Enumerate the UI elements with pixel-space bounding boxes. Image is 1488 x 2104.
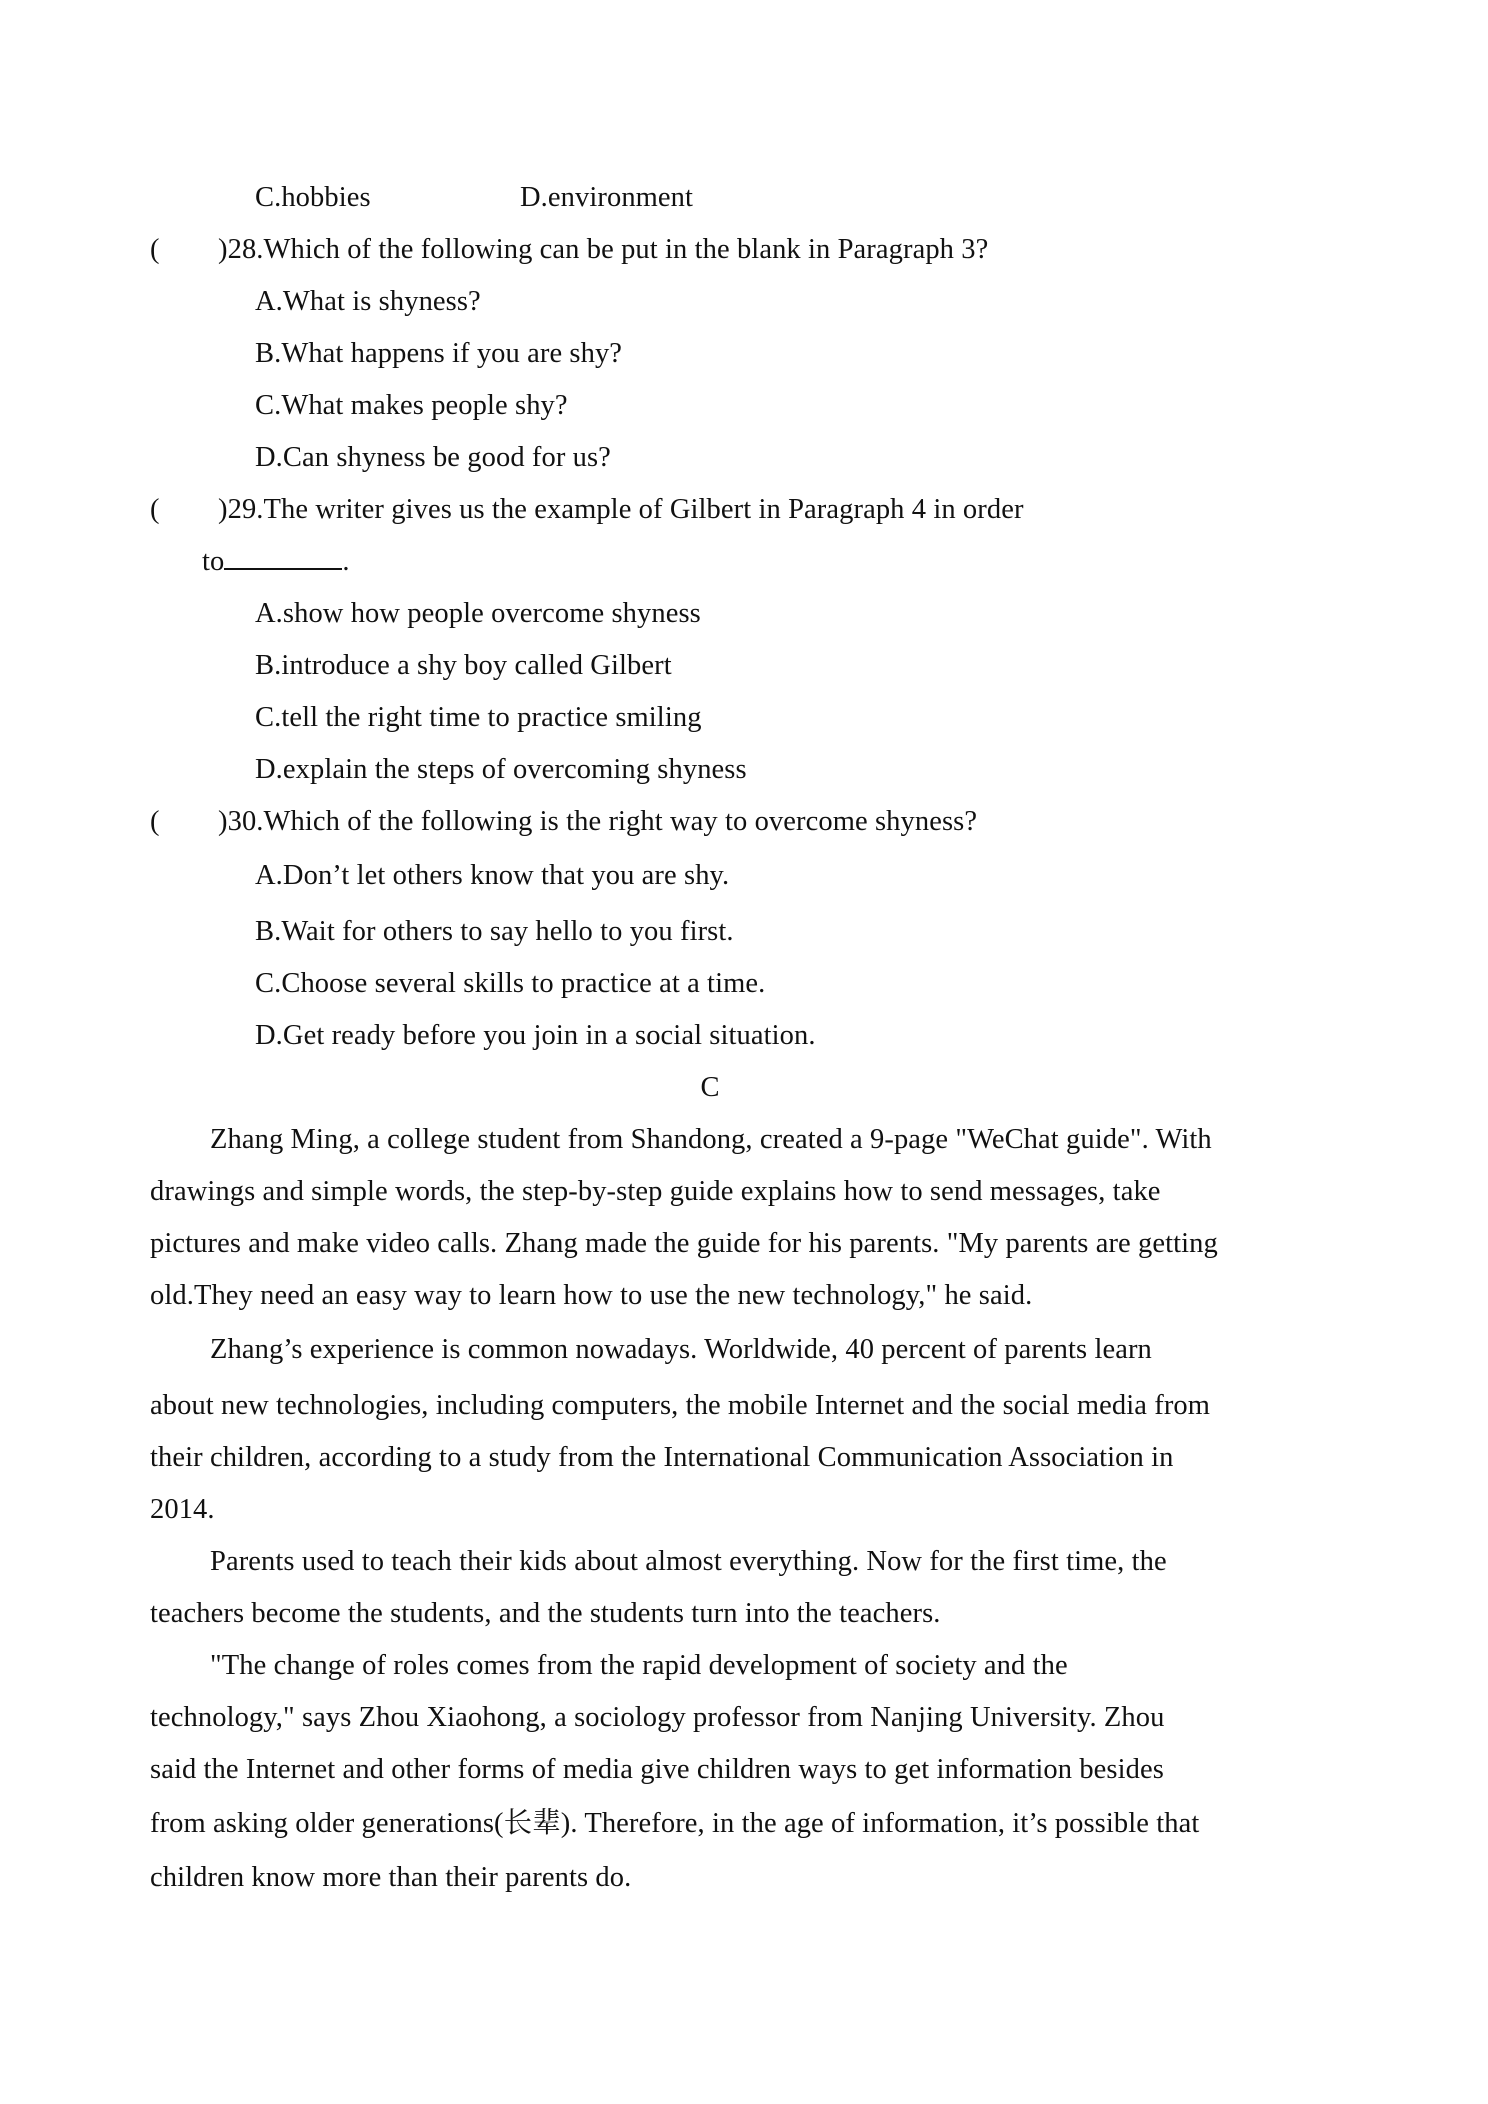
p3-line-2: teachers become the students, and the students turn into the teachers. [150, 1598, 941, 1629]
q29-answer-paren: ( [150, 494, 160, 525]
q30-option-b: B.Wait for others to say hello to you first. [255, 916, 734, 947]
q28-option-c: C.What makes people shy? [255, 390, 568, 421]
q29-stem-to: to [202, 546, 225, 577]
p2-line-2: about new technologies, including computers, the mobile Internet and the social media from [150, 1390, 1211, 1421]
p1-line-2: drawings and simple words, the step-by-step guide explains how to send messages, take [150, 1176, 1161, 1207]
q30-option-c: C.Choose several skills to practice at a time. [255, 968, 766, 999]
q30-option-a: A.Don’t let others know that you are shy. [255, 860, 730, 891]
p1-line-4: old.They need an easy way to learn how to use the new technology," he said. [150, 1280, 1033, 1311]
q30-option-d: D.Get ready before you join in a social situation. [255, 1020, 816, 1051]
q29-option-a: A.show how people overcome shyness [255, 598, 701, 629]
p4-line-5: children know more than their parents do. [150, 1862, 632, 1893]
p4-line-4: from asking older generations(长辈). Therefore, in the age of information, it’s possible that [150, 1808, 1200, 1839]
p4-line-1: "The change of roles comes from the rapid development of society and the [210, 1650, 1068, 1681]
q29-option-b: B.introduce a shy boy called Gilbert [255, 650, 672, 681]
p2-line-1: Zhang’s experience is common nowadays. Worldwide, 40 percent of parents learn [210, 1334, 1152, 1365]
p4-line-3: said the Internet and other forms of media give children ways to get information besides [150, 1754, 1164, 1785]
p3-line-1: Parents used to teach their kids about almost everything. Now for the first time, the [210, 1546, 1167, 1577]
p2-line-3: their children, according to a study from the International Communication Association in [150, 1442, 1174, 1473]
p4-line-2: technology," says Zhou Xiaohong, a sociology professor from Nanjing University. Zhou [150, 1702, 1165, 1733]
q28-stem: )28.Which of the following can be put in the blank in Paragraph 3? [218, 234, 989, 265]
q29-stem-period: . [342, 546, 350, 577]
q28-option-b: B.What happens if you are shy? [255, 338, 623, 369]
q28-option-a: A.What is shyness? [255, 286, 481, 317]
section-c-heading: C [700, 1072, 720, 1103]
p1-line-1: Zhang Ming, a college student from Shandong, created a 9-page "WeChat guide". With [210, 1124, 1212, 1155]
q27-option-d: D.environment [520, 182, 694, 213]
q27-option-c: C.hobbies [255, 182, 371, 213]
q28-option-d: D.Can shyness be good for us? [255, 442, 611, 473]
q29-stem-continuation [202, 545, 350, 579]
q30-answer-paren: ( [150, 806, 160, 837]
q30-stem: )30.Which of the following is the right way to overcome shyness? [218, 806, 978, 837]
p2-line-4: 2014. [150, 1494, 215, 1525]
q28-answer-paren: ( [150, 234, 160, 265]
q29-stem: )29.The writer gives us the example of Gilbert in Paragraph 4 in order [218, 494, 1024, 525]
q29-option-c: C.tell the right time to practice smiling [255, 702, 702, 733]
q29-option-d: D.explain the steps of overcoming shyness [255, 754, 747, 785]
p1-line-3: pictures and make video calls. Zhang made the guide for his parents. "My parents are getting [150, 1228, 1218, 1259]
q29-answer-blank [224, 546, 342, 570]
